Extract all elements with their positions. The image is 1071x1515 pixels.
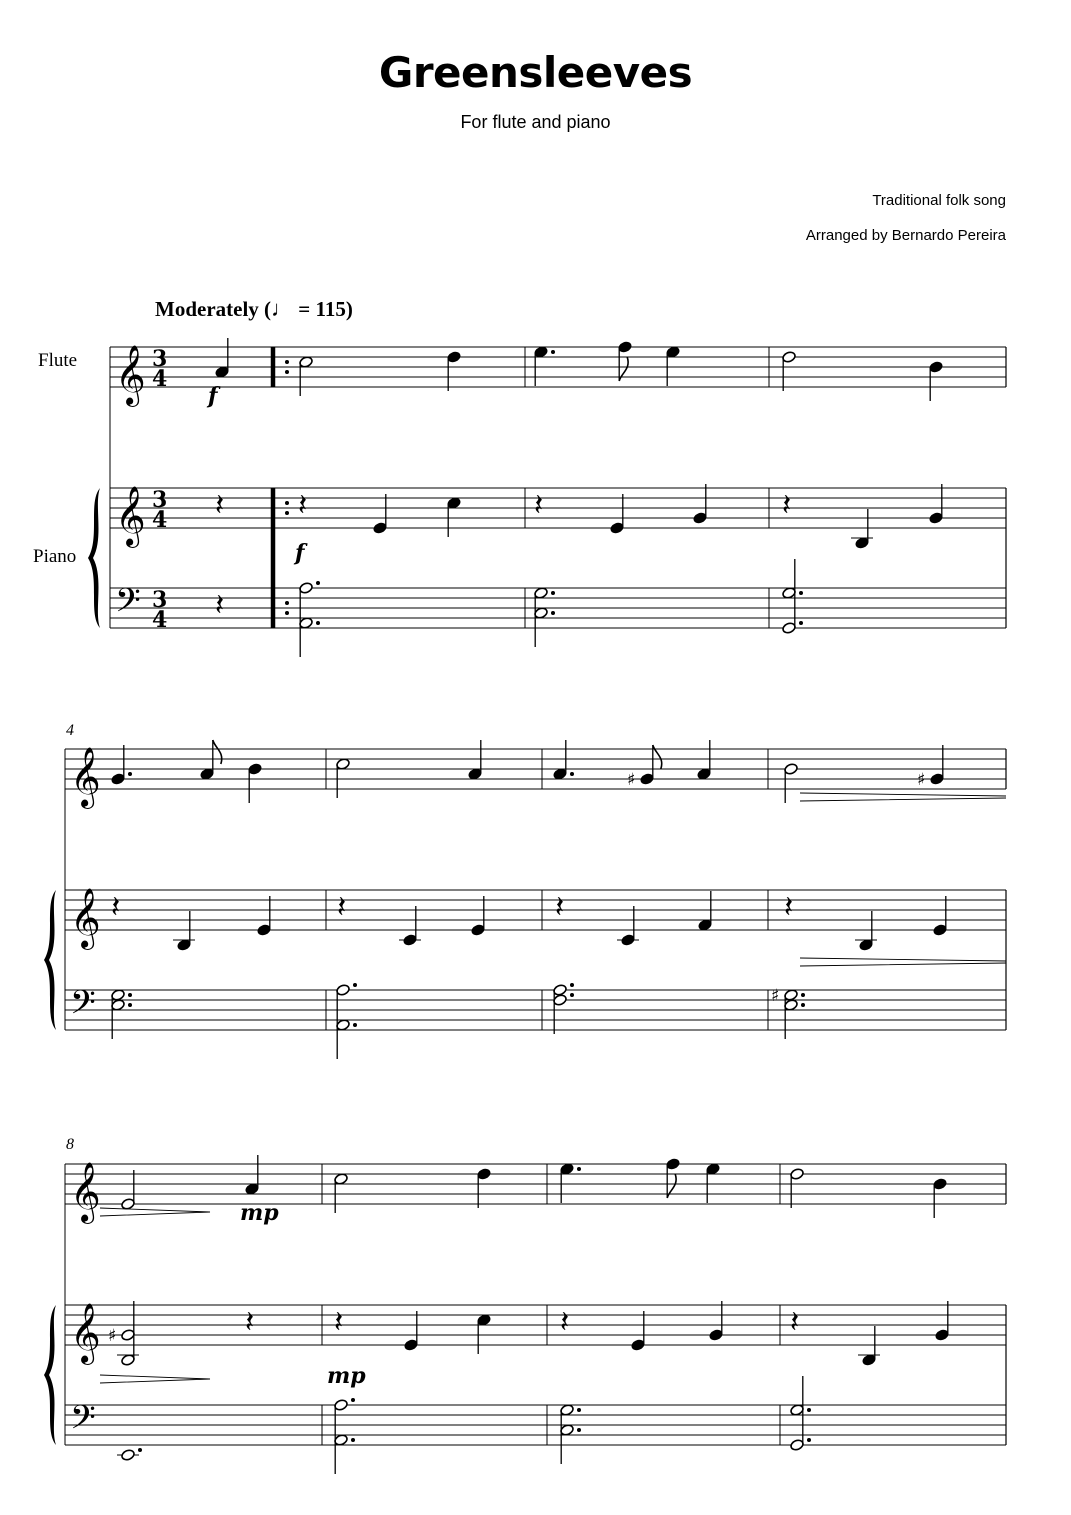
augmentation-dot [570,772,574,776]
augmentation-dot [577,1428,581,1432]
time-signature-top: 3 [152,587,168,613]
piano-brace [44,890,56,1030]
time-signature-bottom: 4 [152,366,168,392]
repeat-dot [285,511,289,515]
augmentation-dot [577,1167,581,1171]
measure-number-system-3: 8 [66,1136,74,1153]
piano-brace [44,1305,56,1445]
repeat-dot [285,370,289,374]
quarter-rest-icon: 𝄽 [534,488,544,523]
augmentation-dot [353,983,357,987]
repeat-dot [285,611,289,615]
sharp-icon: ♯ [108,1326,117,1346]
measure-number-system-2: 4 [66,722,74,739]
augmentation-dot [807,1408,811,1412]
instrument-label-piano: Piano [33,546,77,567]
treble-clef-icon: 𝄞 [115,345,146,405]
quarter-rest-icon: 𝄽 [782,488,792,523]
repeat-dot [285,360,289,364]
quarter-rest-icon: 𝄽 [215,488,225,523]
quarter-rest-icon: 𝄽 [784,890,794,925]
instrument-label-flute: Flute [38,350,78,371]
treble-clef-icon: 𝄞 [70,1303,101,1363]
quarter-rest-icon: 𝄽 [215,588,225,623]
sharp-icon: ♯ [771,986,780,1006]
repeat-dot [285,501,289,505]
augmentation-dot [570,983,574,987]
quarter-rest-icon: 𝄽 [337,890,347,925]
dynamic-forte: f [208,383,218,409]
quarter-rest-icon: 𝄽 [790,1305,800,1340]
quarter-rest-icon: 𝄽 [298,488,308,523]
augmentation-dot [801,1003,805,1007]
augmentation-dot [551,350,555,354]
bass-clef-icon: 𝄢 [70,984,96,1030]
time-signature-bottom: 4 [152,507,168,533]
time-signature-top: 3 [152,487,168,513]
page-subtitle: For flute and piano [460,112,611,132]
augmentation-dot [353,1023,357,1027]
diminuendo-hairpin [100,1375,210,1383]
augmentation-dot [316,581,320,585]
tempo-text: Moderately [155,297,259,321]
diminuendo-hairpin [800,793,1006,801]
time-signature-bottom: 4 [152,607,168,633]
augmentation-dot [138,1448,142,1452]
augmentation-dot [128,1003,132,1007]
piano-brace [88,488,100,628]
augmentation-dot [799,591,803,595]
quarter-rest-icon: 𝄽 [334,1305,344,1340]
arranger-credit: Arranged by Bernardo Pereira [805,227,1006,244]
dynamic-mezzo-piano: mp [240,1200,279,1226]
diminuendo-hairpin [100,1208,210,1216]
augmentation-dot [551,611,555,615]
quarter-rest-icon: 𝄽 [111,890,121,925]
quarter-note-icon: ♩ [271,296,294,321]
augmentation-dot [128,993,132,997]
diminuendo-hairpin [800,958,1006,966]
treble-clef-icon: 𝄞 [70,1162,101,1222]
composer-credit: Traditional folk song [872,192,1006,209]
tempo-bpm: = 115 [298,297,346,321]
augmentation-dot [316,621,320,625]
augmentation-dot [577,1408,581,1412]
augmentation-dot [570,993,574,997]
quarter-rest-icon: 𝄽 [245,1305,255,1340]
page-title: Greensleeves [378,48,693,97]
tempo-marking: Moderately (♩ = 115) [155,296,353,321]
bass-clef-icon: 𝄢 [70,1399,96,1445]
dynamic-forte: f [295,540,305,566]
augmentation-dot [351,1438,355,1442]
quarter-rest-icon: 𝄽 [555,890,565,925]
augmentation-dot [801,993,805,997]
augmentation-dot [807,1438,811,1442]
note-flag [213,740,222,764]
augmentation-dot [551,591,555,595]
augmentation-dot [799,621,803,625]
quarter-rest-icon: 𝄽 [560,1305,570,1340]
treble-clef-icon: 𝄞 [70,888,101,948]
augmentation-dot [351,1398,355,1402]
sharp-icon: ♯ [917,770,926,790]
dynamic-mezzo-piano: mp [327,1363,366,1389]
treble-clef-icon: 𝄞 [70,747,101,807]
treble-clef-icon: 𝄞 [115,486,146,546]
repeat-dot [285,601,289,605]
augmentation-dot [128,772,132,776]
note-head [121,1449,136,1462]
time-signature-top: 3 [152,346,168,372]
sharp-icon: ♯ [627,770,636,790]
bass-clef-icon: 𝄢 [115,582,141,628]
